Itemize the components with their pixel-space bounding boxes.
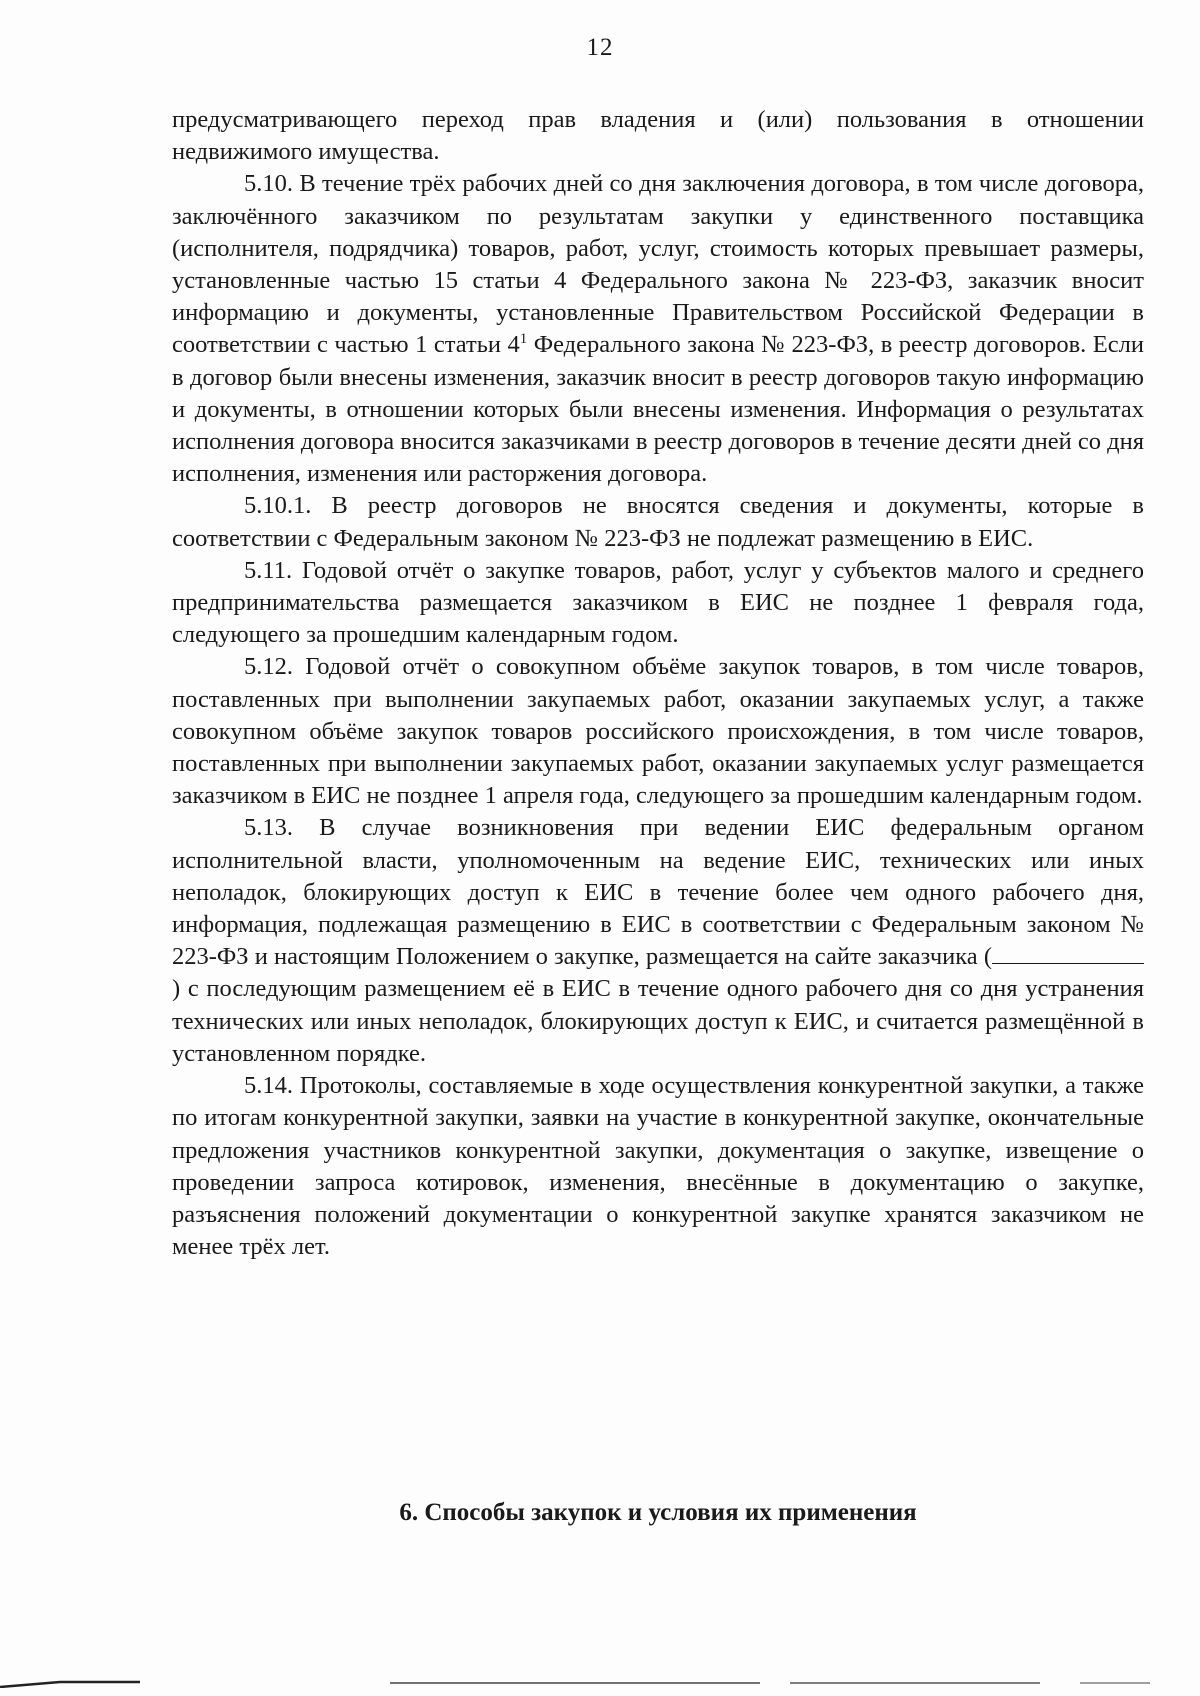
superscript-index: 1 bbox=[519, 331, 528, 348]
page-number: 12 bbox=[586, 34, 614, 61]
scan-edge-lines bbox=[0, 1680, 1200, 1688]
paragraph-5-10 bbox=[172, 168, 1144, 490]
paragraph-continuation: предусматривающего переход прав владения и (или) пользования в отношении недвижимого имущества. bbox=[172, 106, 1144, 166]
paragraph-5-10-text-end: Федерального закона № 223-ФЗ, в реестр договоров. Если в договор были внесены изменения, заказчик вносит в реестр договоров такую информацию и документы, в отношении которых были внесены изменения. Информация о результатах исполнения договора вносится заказчиками в реестр договоров в течение десяти дней со дня исполнения, изменения или расторжения договора. bbox=[172, 331, 1144, 488]
paragraph-5-11: 5.11. Годовой отчёт о закупке товаров, работ, услуг у субъектов малого и среднего предпринимательства размещается заказчиком в ЕИС не позднее 1 февраля года, следующего за прошедшим календарным годом. bbox=[172, 556, 1144, 649]
paragraph-5-10-1: 5.10.1. В реестр договоров не вносятся сведения и документы, которые в соответствии с Федеральным законом № 223-ФЗ не подлежат размещению в ЕИС. bbox=[172, 492, 1144, 552]
paragraph-5-10-text-start: 5.10. В течение трёх рабочих дней со дня заключения договора, в том числе договора, заключённого заказчиком по результатам закупки у единственного поставщика (исполнителя, подрядчика) товаров, работ, услуг, стоимость которых превышает размеры, установленные частью 15 статьи 4 Федерального закона № 223-ФЗ, заказчик вносит информацию и документы, установленные Правительством Российской Федерации в соответствии с частью 1 статьи 4 bbox=[172, 170, 1144, 359]
paragraph-5-13-text-start: 5.13. В случае возникновения при ведении ЕИС федеральным органом исполнительной власти, уполномоченным на ведение ЕИС, технических или иных неполадок, блокирующих доступ к ЕИС в течение более чем одного рабочего дня, информация, подлежащая размещению в ЕИС в соответствии с Федеральным законом № 223-ФЗ и настоящим Положением о закупке, размещается на сайте заказчика ( bbox=[172, 814, 1144, 971]
paragraph-5-13 bbox=[172, 812, 1144, 1070]
blank-fill-line bbox=[992, 941, 1144, 964]
paragraph-5-13-text-end: ) с последующим размещением её в ЕИС в течение одного рабочего дня со дня устранения технических или иных неполадок, блокирующих доступ к ЕИС, и считается размещённой в установленном порядке. bbox=[172, 975, 1144, 1067]
section-heading: 6. Способы закупок и условия их применения bbox=[399, 1499, 917, 1526]
scan-edge-marks bbox=[0, 1680, 1200, 1688]
paragraph-5-14: 5.14. Протоколы, составляемые в ходе осуществления конкурентной закупки, а также по итогам конкурентной закупки, заявки на участие в конкурентной закупке, окончательные предложения участников конкурентной закупки, документация о закупке, извещение о проведении запроса котировок, изменения, внесённые в документацию о закупке, разъяснения положений документации о конкурентной закупке хранятся заказчиком не менее трёх лет. bbox=[172, 1072, 1144, 1261]
document-body bbox=[172, 104, 1144, 1263]
paragraph-5-12: 5.12. Годовой отчёт о совокупном объёме закупок товаров, в том числе товаров, поставленных при выполнении закупаемых работ, оказании закупаемых услуг, а также совокупном объёме закупок товаров российского происхождения, в том числе товаров, поставленных при выполнении закупаемых работ, оказании закупаемых услуг размещается заказчиком в ЕИС не позднее 1 апреля года, следующего за прошедшим календарным годом. bbox=[172, 653, 1144, 810]
